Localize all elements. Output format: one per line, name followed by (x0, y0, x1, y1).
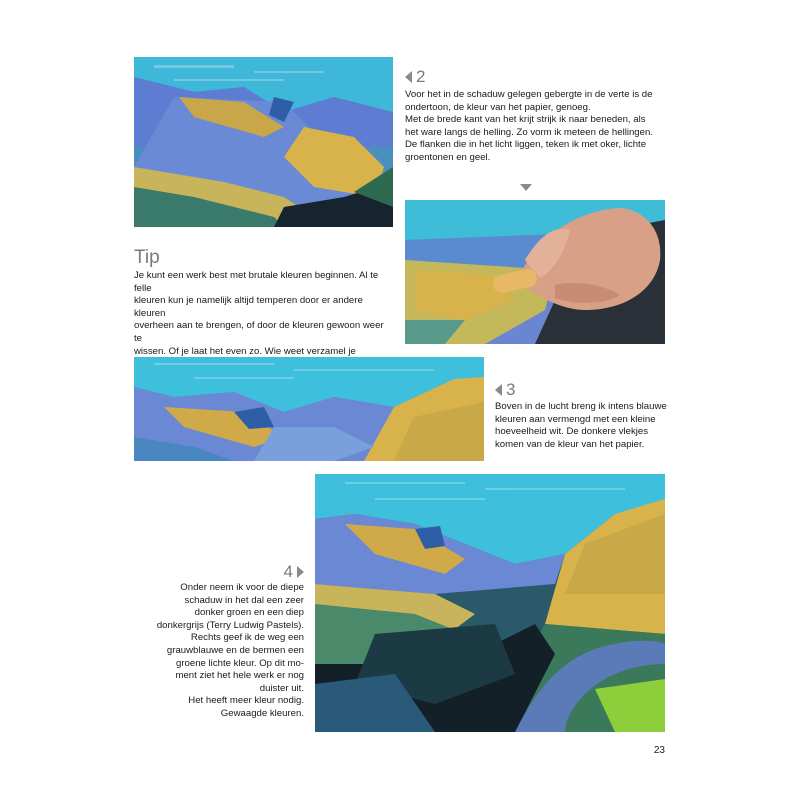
text-line: Je kunt een werk best met brutale kleuren beginnen. Al te felle (134, 270, 379, 294)
painting-step-4-image (315, 474, 665, 732)
step-2-text (405, 89, 675, 165)
text-line: wissen. Of je laat het even zo. Wie weet verzamel je (134, 345, 356, 357)
tip-title: Tip (134, 247, 160, 268)
step-2-number: 2 (416, 67, 426, 86)
text-line: overheen aan te brengen, of door de kleuren gewoon weer te (134, 320, 384, 344)
text-line: Gewaagde kleuren. (220, 707, 304, 719)
step-3-number: 3 (506, 380, 516, 399)
triangle-left-icon (495, 384, 502, 396)
triangle-down-icon (520, 184, 532, 191)
step-4-number: 4 (283, 562, 293, 581)
text-line: hoeveelheid wit. De donkere vlekjes (495, 426, 649, 438)
step-3-text (495, 401, 675, 451)
text-line: Voor het in de schaduw gelegen gebergte in de verte is de (405, 89, 653, 100)
text-line: Boven in de lucht breng ik intens blauwe (495, 401, 667, 412)
text-line: De flanken die in het licht liggen, teken ik met oker, lichte (405, 139, 647, 151)
step-4-heading (272, 562, 304, 582)
text-line: donkergrijs (Terry Ludwig Pastels). (156, 619, 304, 631)
text-line: schaduw in het dal een zeer (184, 594, 304, 606)
hand-pastel-image (405, 200, 665, 344)
text-line: Het heeft meer kleur nodig. (188, 695, 304, 707)
text-line: duister uit. (259, 682, 304, 694)
painting-step-2-image (134, 57, 393, 227)
step-3-heading (495, 380, 515, 400)
triangle-right-icon (297, 566, 304, 578)
step-2-heading (405, 67, 425, 87)
triangle-left-icon (405, 71, 412, 83)
painting-step-3-image (134, 357, 484, 461)
text-line: kleuren aan vermengd met een kleine (495, 413, 656, 425)
text-line: komen van de kleur van het papier. (495, 438, 645, 450)
page-number: 23 (653, 745, 665, 756)
text-line: Rechts geef ik de weg een (190, 632, 304, 644)
text-line: grauwblauwe en de bermen een (166, 644, 304, 656)
text-line: Met de brede kant van het krijt strijk ik naar beneden, als (405, 114, 646, 126)
text-line: groene lichte kleur. Op dit mo- (176, 657, 304, 669)
text-line: donker groen en een diep (194, 607, 304, 619)
text-line: Onder neem ik voor de diepe (180, 582, 304, 593)
text-line: kleuren kun je namelijk altijd temperen door er andere kleuren (134, 295, 363, 319)
text-line: ondertoon, de kleur van het papier, genoeg. (405, 101, 591, 113)
text-line: het ware langs de helling. Zo vorm ik meteen de hellingen. (405, 126, 653, 138)
step-4-text (134, 582, 304, 721)
text-line: groentonen en geel. (405, 151, 491, 163)
text-line: ment ziet het hele werk er nog (175, 670, 304, 682)
